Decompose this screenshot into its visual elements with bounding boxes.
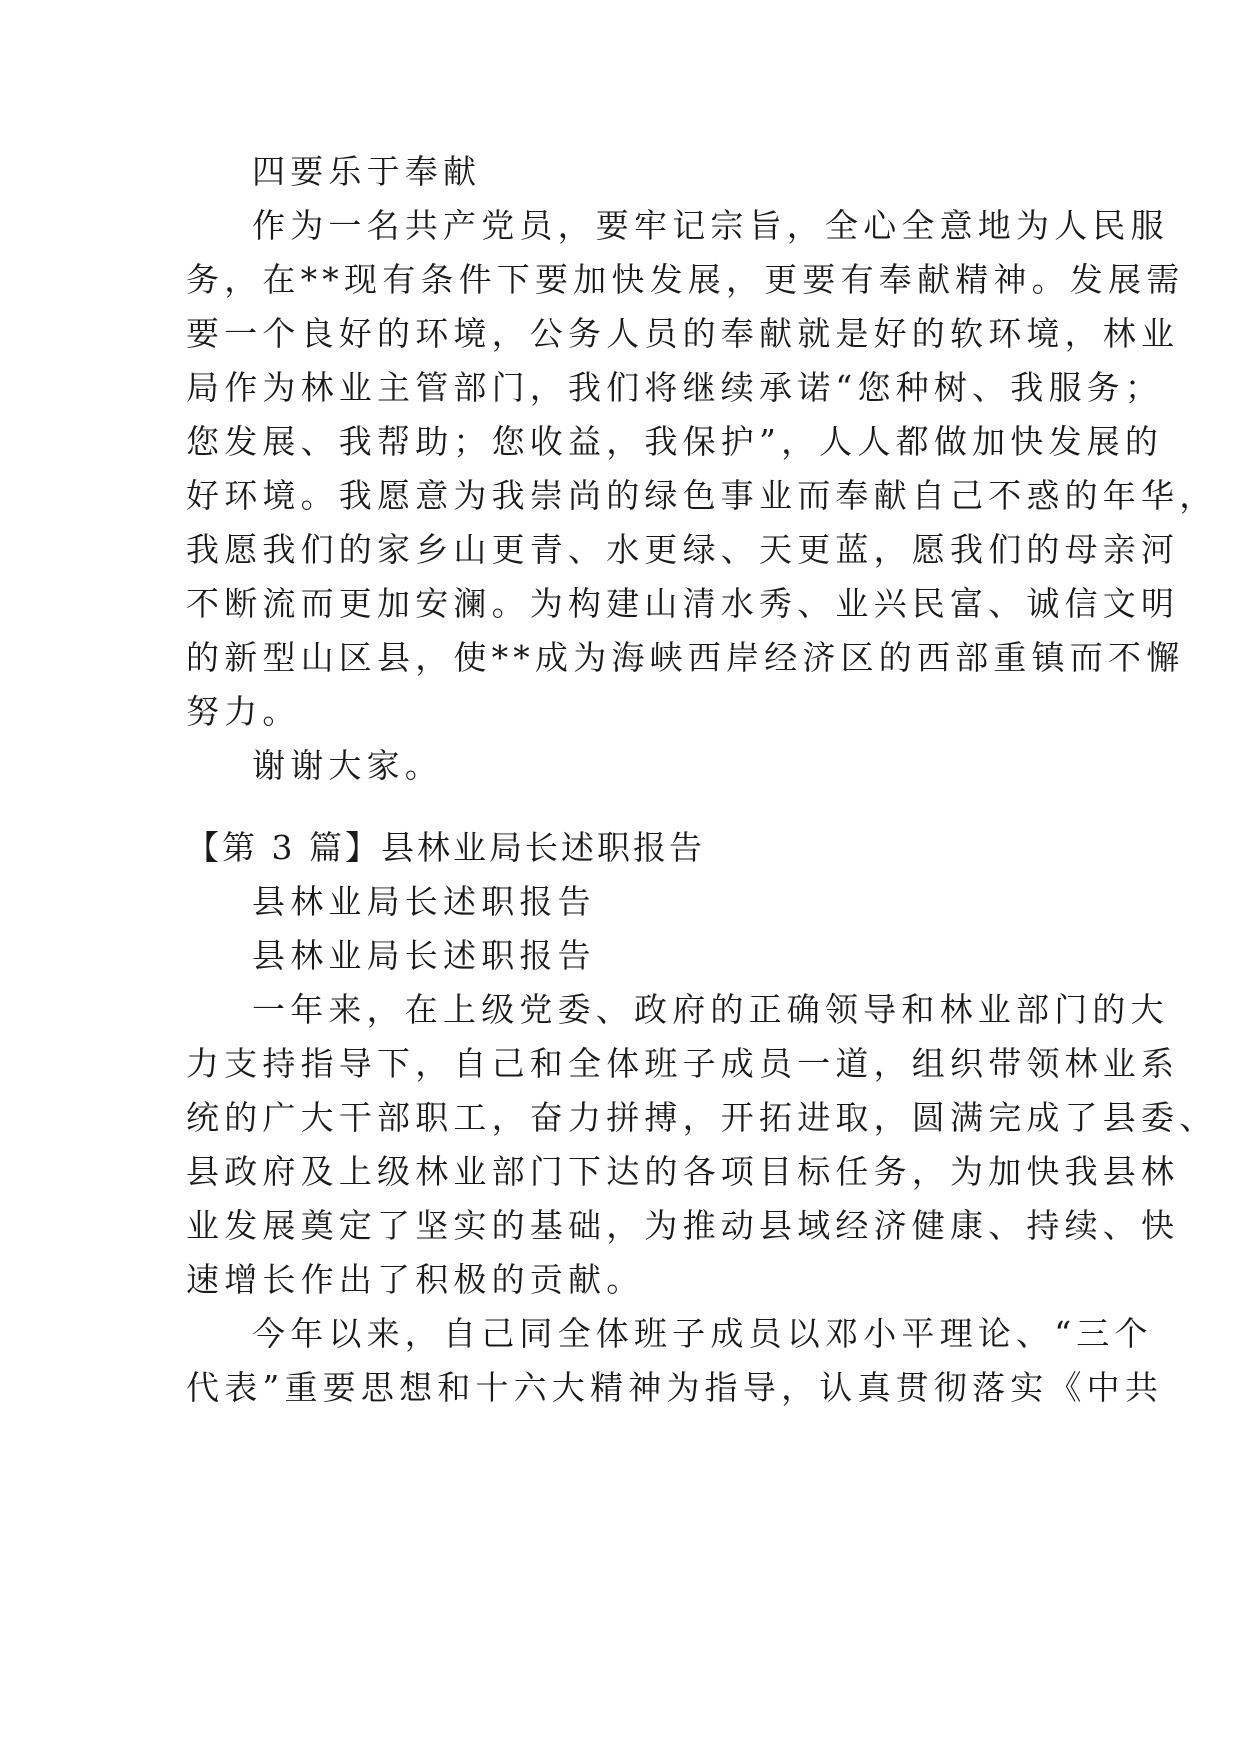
- paragraph-line: 业发展奠定了坚实的基础，为推动县域经济健康、持续、快: [186, 1206, 1180, 1245]
- paragraph-line: 作为一名共产党员，要牢记宗旨，全心全意地为人民服: [252, 206, 1169, 245]
- paragraph-line: 好环境。我愿意为我崇尚的绿色事业而奉献自己不惑的年华，: [186, 476, 1218, 515]
- report-title: 县林业局长述职报告: [252, 882, 596, 921]
- paragraph-line: 今年以来，自己同全体班子成员以邓小平理论、“三个: [252, 1314, 1153, 1353]
- paragraph-line: 您发展、我帮助；您收益，我保护”，人人都做加快发展的: [186, 422, 1164, 461]
- section-heading: 四要乐于奉献: [252, 152, 482, 191]
- paragraph-line: 一年来，在上级党委、政府的正确领导和林业部门的大: [252, 990, 1169, 1029]
- paragraph-line: 统的广大干部职工，奋力拼搏，开拓进取，圆满完成了县委、: [186, 1098, 1218, 1137]
- chapter-heading: 【第 3 篇】县林业局长述职报告: [186, 828, 705, 867]
- paragraph-line: 局作为林业主管部门，我们将继续承诺“您种树、我服务；: [186, 368, 1164, 407]
- closing-line: 谢谢大家。: [252, 746, 443, 785]
- paragraph-line: 务，在**现有条件下要加快发展，更要有奉献精神。发展需: [186, 260, 1185, 299]
- paragraph-line: 速增长作出了积极的贡献。: [186, 1260, 645, 1299]
- paragraph-line: 要一个良好的环境，公务人员的奉献就是好的软环境，林业: [186, 314, 1180, 353]
- paragraph-line: 县政府及上级林业部门下达的各项目标任务，为加快我县林: [186, 1152, 1180, 1191]
- paragraph-line: 努力。: [186, 692, 301, 731]
- paragraph-line: 的新型山区县，使**成为海峡西岸经济区的西部重镇而不懈: [186, 638, 1185, 677]
- paragraph-line: 我愿我们的家乡山更青、水更绿、天更蓝，愿我们的母亲河: [186, 530, 1180, 569]
- paragraph-line: 代表”重要思想和十六大精神为指导，认真贯彻落实《中共: [186, 1368, 1164, 1407]
- report-title: 县林业局长述职报告: [252, 936, 596, 975]
- paragraph-line: 不断流而更加安澜。为构建山清水秀、业兴民富、诚信文明: [186, 584, 1180, 623]
- paragraph-line: 力支持指导下，自己和全体班子成员一道，组织带领林业系: [186, 1044, 1180, 1083]
